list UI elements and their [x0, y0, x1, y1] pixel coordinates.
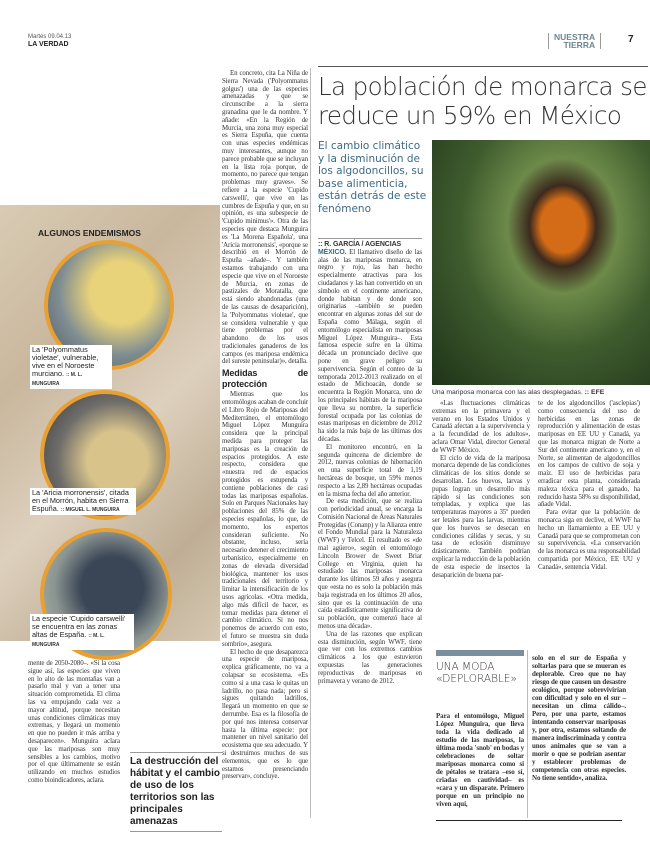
byline: :: R. GARCÍA / AGENCIAS: [318, 238, 422, 249]
article-column-left-bottom: mente de 2050-2080–. «Si la cosa sigue así, las especies que viven en lo alto de las montañas van a pasarlo mal y van a tener una situación comprometida. El clima las va empujando cada vez a mayor altitud, porque necesitan unas condiciones climáticas muy extremas, y llegará un momento en que no pueden ir más arriba y desaparecen». Munguira aclara que las mariposas son muy sensibles a los cambios, motivo por el que últimamente se están utilizando en muchos estudios como bioindicadores, aclara.: [28, 660, 120, 784]
pull-quote: La destrucción del hábitat y el cambio de uso de los territorios son las principales amenazas: [130, 752, 222, 832]
box-column-2: solo en el sur de España y soltarlas para que se mueran es deplorable. Creo que no hay riesgo de que causen un desastre ecológico, porque sobrevivirían con dificultad y solo en el sur –necesitan un clima cálido–. Pero, por una parte, estamos intentando conservar mariposas y, por otra, estamos soltando de manera indiscriminada y contra unos animales que se van a morir o que se podrían asentar y establecer problemas de competencia con otras especies. No tiene sentido», analiza.: [532, 654, 626, 782]
subheading: Medidas de protección: [222, 368, 308, 390]
section-line-1: NUESTRA: [554, 32, 596, 42]
newspaper-name: LA VERDAD: [28, 41, 69, 48]
box-title: UNA MODA «DEPLORABLE»: [436, 661, 517, 685]
photo-caption: La 'Aricia morronensis', citada en el Morrón, habita en Sierra Espuña. :: MIGUEL L. MUNGUIRA: [30, 488, 136, 515]
article-column-3: te de los algodoncillos ('asclepias') como consecuencia del uso de herbicidas en las zonas de reproducción y alimentación de estas mariposas en EE UU y Canadá, ya que las monarca migran de Norte a Sur del continente americano y, en el Norte, se alimentan de algodoncillos en los campos de cultivo de soja y maíz. El uso de herbicidas para erradicar esta planta, considerada maleza tóxica para el ganado, ha reducido hasta 58% su disponibilidad, añade Vidal. Para evitar que la población de monarca siga en declive, el WWF ha hecho un llamamiento a EE UU y Canadá para que se comprometan con su supervivencia. «La conservación de las monarca es una responsabilidad compartida por México, EE UU y Canadá», sentencia Vidal.: [538, 400, 640, 571]
article-column-2: «Las fluctuaciones climáticas extremas en la primavera y el verano en los Estados Unidos y Canadá afectan a la supervivencia y a la fecundidad de los adultos», aclara Omar Vidal, director General de WWF México. El ciclo de vida de la mariposa monarca depende de las condiciones climáticas de los sitios donde se desarrollan. Los huevos, larvas y pupas logran un desarrollo más rápido si las condiciones son templadas, y explica que las temperaturas mayores a 35º pueden ser letales para las larvas, mientras que los huevos se desecan en condiciones cálidas y secas, y su tasa de eclosión disminuye drásticamente. También podrían explicar la reducción de la población de esta especie de insectos la desaparición de buena par-: [432, 400, 530, 579]
column-divider: [310, 68, 311, 818]
headline: La población de monarca se reduce un 59% en México: [318, 72, 647, 130]
photo-caption: La 'Polyommatus violetae', vulnerable, vive en el Noroeste murciano. :: M. L. MUNGUIRA: [30, 345, 112, 389]
section-label: [548, 33, 601, 49]
box-accent-bar: [436, 650, 524, 656]
main-photo-caption: Una mariposa monarca con las alas desplegadas. :: EFE: [432, 389, 605, 396]
box-divider: [527, 650, 528, 818]
photo-caption: La especie 'Cupido carswelli' se encuentra en las zonas altas de España. :: M. L. MUNGUIRA: [30, 614, 134, 650]
issue-date: Martes 09.04.13: [28, 34, 72, 40]
page-number: 7: [628, 34, 634, 45]
box-bottom-rule: [436, 820, 622, 821]
box-column-1: Para el entomólogo, Miguel López Munguira, que lleva toda la vida dedicado al estudio de las mariposas, la última moda 'snob' en bodas y celebraciones de soltar mariposas monarca como si de pétalos se tratara –eso sí, criadas en cautividad– es «cara y un disparate. Primero porque en un principio no viven aquí,: [436, 712, 524, 808]
section-line-2: TIERRA: [563, 40, 596, 50]
headline-rule: [318, 66, 648, 67]
subheadline: El cambio climático y la disminución de los algodoncillos, su base alimenticia, están detrás de este fenómeno: [318, 140, 427, 215]
article-column-middle: En concreto, cita La Niña de Sierra Nevada ('Polyommatus golgus') una de las especies amenazadas y que se circunscribe a la sierra granadina que le da nombre. Y añade: «En la Región de Murcia, una zona muy especial es Sierra Espuña, que cuenta con unas especies endémicas muy interesantes, aunque no parece probable que se incluyan en la lista roja porque, de momento, no parece que tengan problemas muy graves». Se refiere a la especie 'Cupido carswelli', que vive en las cumbres de Espuña y que, en su opinión, es una subespecie de 'Cupido minimus'». Otra de las especies que destaca Munguira es 'La Morena Española', una 'Aricia morronensis', «porque se describió en el Morrón de Espuña –añade–. Y también estamos trabajando con una especie que vive en el Noroeste de Murcia, en zonas de pastizales de Moratalla, que está siendo abandonadas (una de las causas de desaparición), la 'Polyommatus violetae', que se considera vulnerable y que tiene problemas por el abandono de los usos tradicionales ganaderos de los campos (es mariposa endémica del sureste peninsular)», detalla. Medidas de protección Mientras que los entomólogos acaban de concluir el Libro Rojo de Mariposas del Mediterráneo, el entomólogo Miguel López Munguira considera que la principal medida para proteger las mariposas es la creación de espacios protegidos. A este respecto, considera que «nuestra red de espacios protegidos es estupenda y contiene poblaciones de casi todas las mariposas españolas. Solo en Parques Nacionales hay poblaciones del 85% de las especies españolas, lo que, de momento, los expertos consideran suficiente. No obstante, incluso, sería necesario detener el crecimiento urbanístico, especialmente en zonas de elevada diversidad biológica, mantener los usos tradicionales del territorio y limitar la intensificación de los usos agrícolas. «Otra medida, algo más difícil de hacer, es tomar medidas para detener el cambio climático. Si no nos ponemos de acuerdo con esto, el futuro se muestra sin duda sombrío», asegura. El hecho de que desaparezca una especie de mariposa, explica gráficamente, no va a colapsar su ecosistema. «Es como si a una casa le quitas un ladrillo, no pasa nada; pero si sigues quitando ladrillos, llegará un momento en que se derrumbe. Esa es la filosofía de por qué nos interesa conservar hasta la última especie: por mantener un nivel sanitario del ecosistema que sea adecuado. Y si destruimos muchos de sus elementos, que es lo que estamos presenciando preservar», concluye.: [222, 70, 308, 781]
photo-panel-title: ALGUNOS ENDEMISMOS: [38, 228, 141, 238]
article-column-1: :: R. GARCÍA / AGENCIAS MÉXICO. El llamativo diseño de las alas de las mariposas monarca, en negro y rojo, las han hecho especialmente atractivas para los ciudadanos y las han convertido en un símbolo en el continente americano, donde habitan y de donde son originarias –también se pueden encontrar en algunas zonas del sur de España como Málaga, según el entomólogo especialista en mariposas Miguel López Munguira–. Esta famosa especie sufre en la última década un pronunciado declive que pone en grave peligro su supervivencia. Según el conteo de la temporada 2012-2013 realizado en el estado de Michoacán, donde se encuentra la Región Monarca, uno de los principales hábitats de la mariposa que lleva su nombre, la superficie forestal ocupada por las colonias de estas mariposas en diciembre de 2012 ha sido la más baja de las últimas dos décadas. El monitoreo encontró, en la segunda quincena de diciembre de 2012, nuevas colonias de hibernación en una superficie total de 1,19 hectáreas de bosque, un 59% menos respecto a las 2,89 hectáreas ocupadas en la misma fecha del año anterior. De esta medición, que se realiza con periodicidad anual, se encarga la Comisión Nacional de Áreas Naturales Protegidas (Conanp) y la Alianza entre el Fondo Mundial para la Naturaleza (WWF) y Telcel. El resultado es «de mal agüero», según el entomólogo Lincoln Brower de Sweet Briar College en Virginia, quien ha estudiado las mariposas monarca durante los últimos 59 años y asegura que «esta no es solo la población más baja registrada en los últimos 20 años, sino que es la continuación de una caída estadísticamente significativa de su población, que comenzó hace al menos una década». Una de las razones que explican esta disminución, según WWF, tiene que ver con los extremos cambios climáticos a los que estuvieron expuestas las generaciones reproductivas de mariposas en primavera y verano de 2012.: [318, 238, 422, 685]
monarch-butterfly-photo: [432, 140, 650, 385]
dateline: MÉXICO.: [318, 248, 347, 256]
